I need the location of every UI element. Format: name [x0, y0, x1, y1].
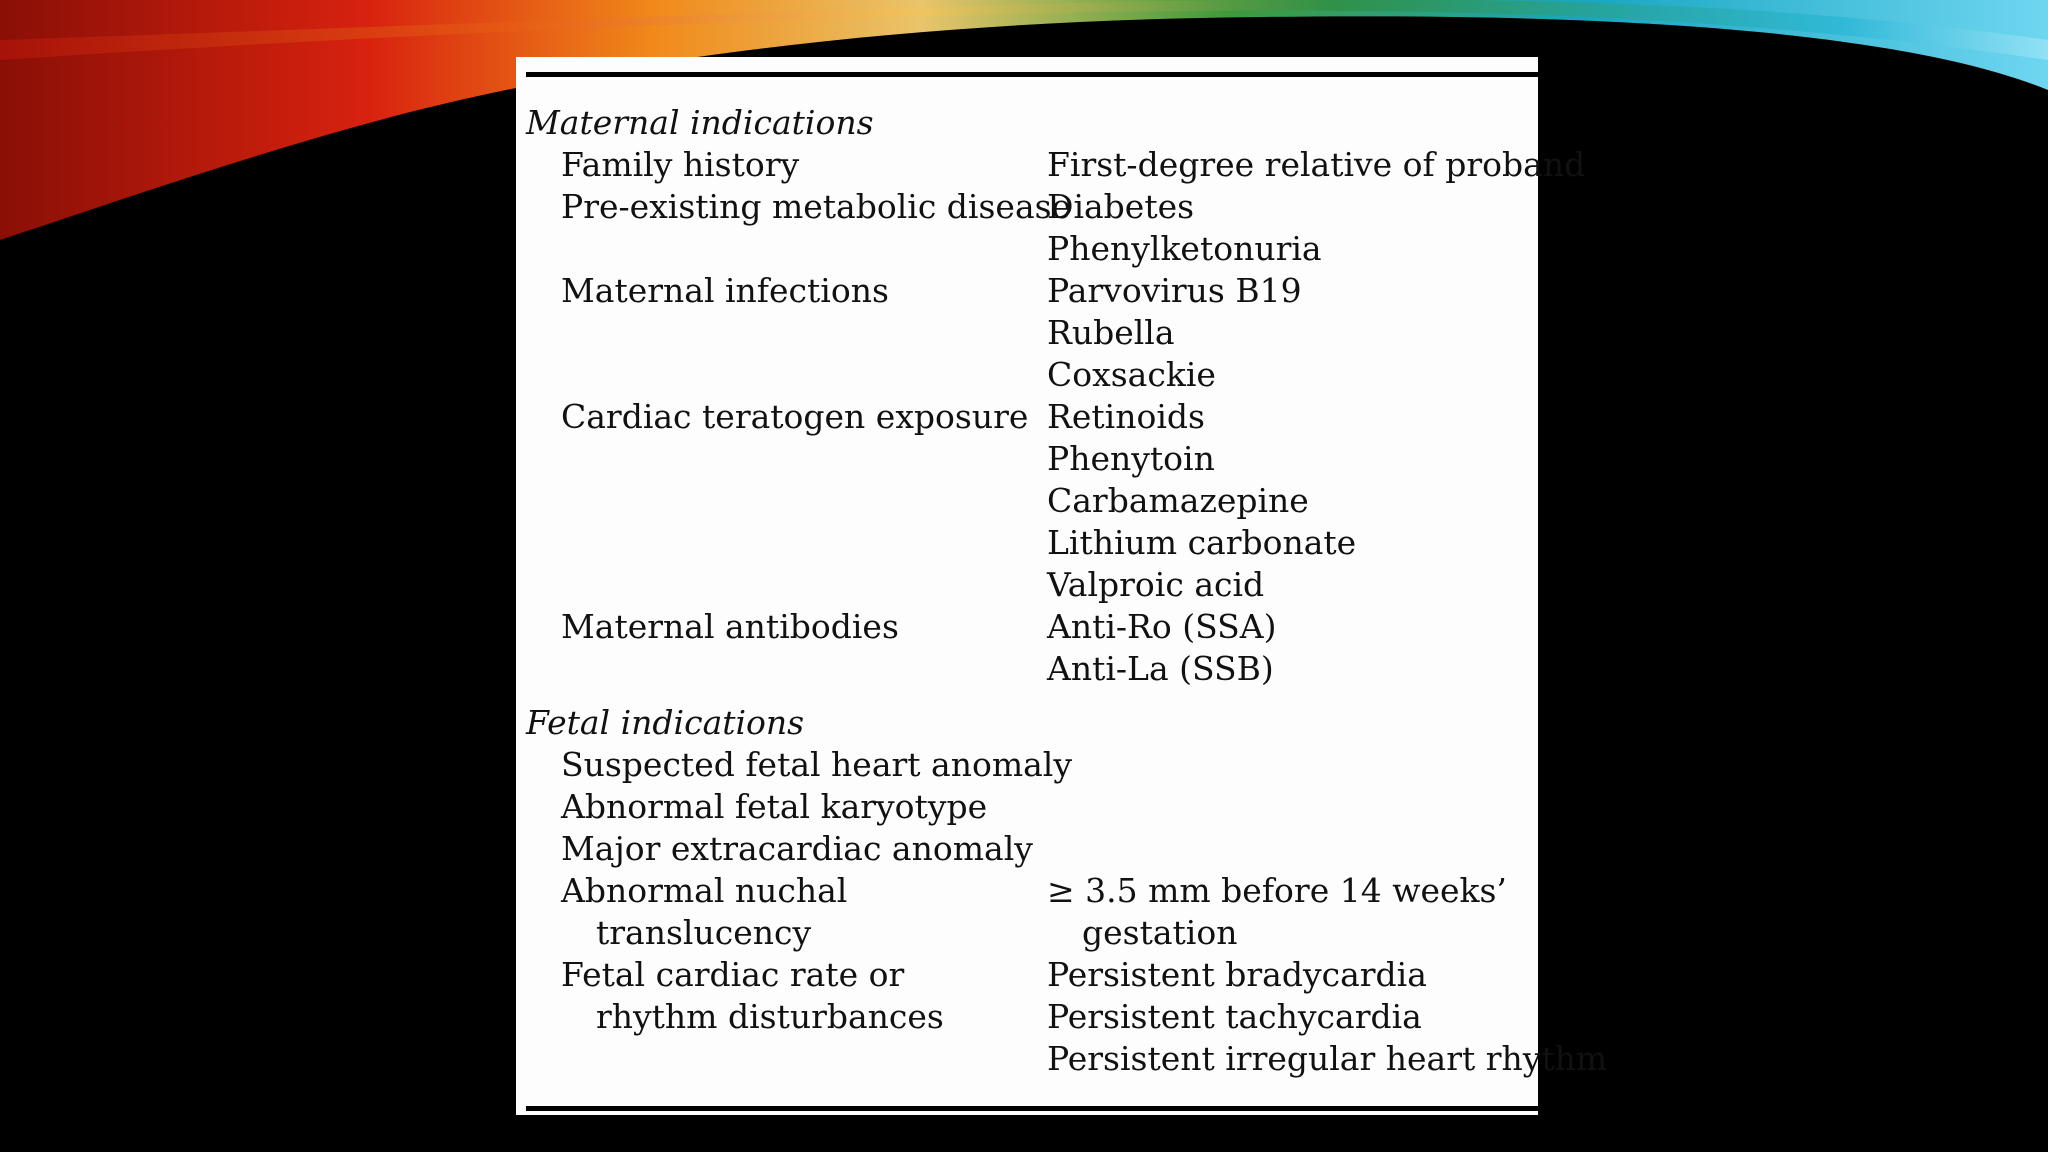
indication-abnormal-fetal-karyotype: Abnormal fetal karyotype: [561, 787, 988, 826]
indication-pre-existing-metabolic-disease: Pre-existing metabolic disease: [561, 187, 1072, 226]
detail-parvovirus: Parvovirus B19: [1047, 271, 1302, 310]
indication-maternal-antibodies: Maternal antibodies: [561, 607, 899, 646]
indication-translucency: translucency: [596, 913, 812, 952]
detail-carbamazepine: Carbamazepine: [1047, 481, 1309, 520]
indications-table: [516, 57, 1608, 1115]
detail-retinoids: Retinoids: [1047, 397, 1205, 436]
detail-phenytoin: Phenytoin: [1047, 439, 1215, 478]
section-maternal-indications: Maternal indications: [526, 103, 874, 142]
table-top-rule: [526, 72, 1538, 77]
indication-maternal-infections: Maternal infections: [561, 271, 889, 310]
indication-abnormal-nuchal: Abnormal nuchal: [561, 871, 848, 910]
indication-rhythm-disturbances: rhythm disturbances: [596, 997, 944, 1036]
detail-lithium-carbonate: Lithium carbonate: [1047, 523, 1357, 562]
indication-suspected-fetal-heart-anomaly: Suspected fetal heart anomaly: [561, 745, 1073, 784]
detail-persistent-tachycardia: Persistent tachycardia: [1047, 997, 1422, 1036]
detail-nuchal-threshold: ≥ 3.5 mm before 14 weeks’: [1047, 871, 1507, 910]
detail-anti-la: Anti-La (SSB): [1047, 649, 1274, 688]
detail-persistent-bradycardia: Persistent bradycardia: [1047, 955, 1427, 994]
detail-anti-ro: Anti-Ro (SSA): [1047, 607, 1277, 646]
detail-rubella: Rubella: [1047, 313, 1175, 352]
detail-first-degree-relative: First-degree relative of proband: [1047, 145, 1586, 184]
detail-persistent-irregular-heart-rhythm: Persistent irregular heart rhythm: [1047, 1039, 1608, 1078]
detail-phenylketonuria: Phenylketonuria: [1047, 229, 1322, 268]
detail-valproic-acid: Valproic acid: [1047, 565, 1265, 604]
section-fetal-indications: Fetal indications: [526, 703, 805, 742]
indication-family-history: Family history: [561, 145, 800, 184]
table-bottom-rule: [526, 1106, 1538, 1111]
detail-coxsackie: Coxsackie: [1047, 355, 1216, 394]
indication-fetal-cardiac-rate: Fetal cardiac rate or: [561, 955, 905, 994]
indication-cardiac-teratogen-exposure: Cardiac teratogen exposure: [561, 397, 1029, 436]
indication-major-extracardiac-anomaly: Major extracardiac anomaly: [561, 829, 1033, 868]
detail-diabetes: Diabetes: [1047, 187, 1195, 226]
detail-gestation: gestation: [1082, 913, 1238, 952]
